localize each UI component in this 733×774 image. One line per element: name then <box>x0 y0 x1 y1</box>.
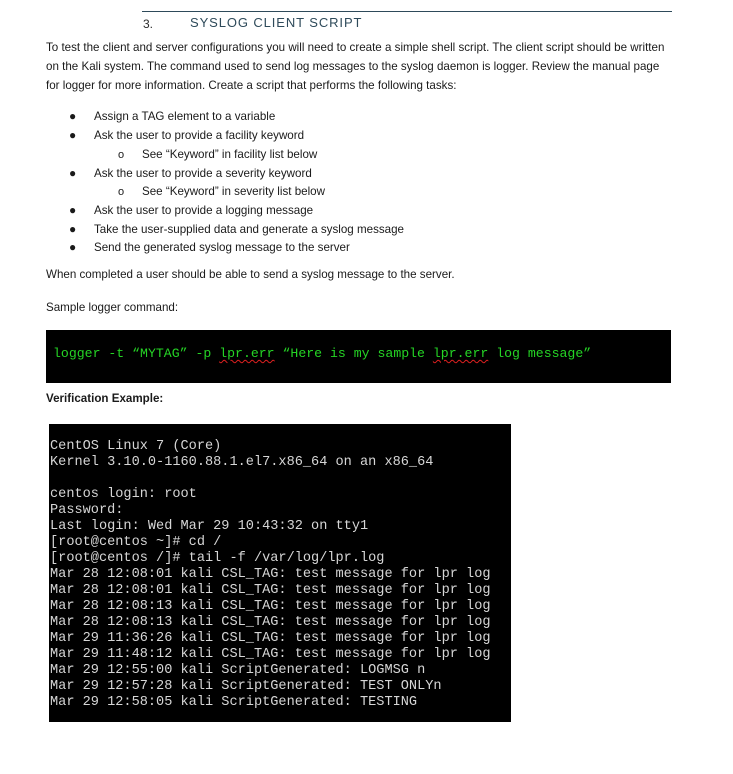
bullet-icon: ● <box>69 109 77 123</box>
task-item: Ask the user to provide a severity keyword <box>94 167 312 180</box>
task-item: Send the generated syslog message to the server <box>94 241 350 254</box>
intro-paragraph: To test the client and server configurations you will need to create a simple shell script. The client script should be written on the Kali system. The command used to send log messages to the syslog daemon is logger. Review the manual page for logger for more information. Create a script that performs the following tasks: <box>46 41 665 92</box>
terminal-line: CentOS Linux 7 (Core) <box>50 439 222 454</box>
terminal-line: Kernel 3.10.0-1160.88.1.el7.x86_64 on an x86_64 <box>50 455 434 470</box>
terminal-line: Mar 29 11:36:26 kali CSL_TAG: test message for lpr log <box>50 631 491 646</box>
terminal-line: Mar 29 11:48:12 kali CSL_TAG: test message for lpr log <box>50 647 491 662</box>
task-sub-item: See “Keyword” in facility list below <box>142 148 318 161</box>
terminal-line: Mar 29 12:57:28 kali ScriptGenerated: TEST ONLYn <box>50 679 442 694</box>
command-part-flagged: lpr.err <box>219 346 275 361</box>
terminal-line: Mar 28 12:08:13 kali CSL_TAG: test message for lpr log <box>50 615 491 630</box>
section-title: SYSLOG CLIENT SCRIPT <box>190 15 363 30</box>
task-sub-item: See “Keyword” in severity list below <box>142 185 325 198</box>
task-item: Ask the user to provide a logging message <box>94 204 314 217</box>
terminal-screenshot <box>49 424 511 722</box>
terminal-line: Mar 29 12:58:05 kali ScriptGenerated: TESTING <box>50 695 418 710</box>
sample-command-box <box>46 330 671 383</box>
bullet-icon: ● <box>69 166 77 180</box>
command-part: log message” <box>488 346 592 361</box>
sample-command <box>53 346 591 361</box>
sub-bullet-icon: o <box>118 149 125 161</box>
terminal-line: Mar 29 12:55:00 kali ScriptGenerated: LOGMSG n <box>50 663 426 678</box>
terminal-line: [root@centos /]# tail -f /var/log/lpr.log <box>50 551 385 566</box>
section-number: 3. <box>143 17 154 31</box>
terminal-line: centos login: root <box>50 487 197 502</box>
terminal-line: Mar 28 12:08:01 kali CSL_TAG: test message for lpr log <box>50 583 491 598</box>
section-top-rule <box>142 11 672 12</box>
task-item: Ask the user to provide a facility keyword <box>94 129 305 142</box>
command-part: logger -t “MYTAG” -p <box>53 346 220 361</box>
command-part: “Here is my sample <box>274 346 433 361</box>
sub-bullet-icon: o <box>118 186 125 198</box>
bullet-icon: ● <box>69 203 77 217</box>
terminal-line: [root@centos ~]# cd / <box>50 535 222 550</box>
completed-paragraph: When completed a user should be able to send a syslog message to the server. <box>46 268 455 281</box>
bullet-icon: ● <box>69 128 77 142</box>
terminal-line: Password: <box>50 503 124 518</box>
terminal-line: Last login: Wed Mar 29 10:43:32 on tty1 <box>50 519 369 534</box>
terminal-line: Mar 28 12:08:01 kali CSL_TAG: test message for lpr log <box>50 567 491 582</box>
command-part-flagged: lpr.err <box>432 346 489 361</box>
sample-label: Sample logger command: <box>46 301 179 314</box>
task-item: Assign a TAG element to a variable <box>94 110 276 123</box>
terminal-line: Mar 28 12:08:13 kali CSL_TAG: test message for lpr log <box>50 599 491 614</box>
bullet-icon: ● <box>69 240 77 254</box>
bullet-icon: ● <box>69 222 77 236</box>
verification-label: Verification Example: <box>46 392 164 405</box>
task-item: Take the user-supplied data and generate a syslog message <box>94 223 405 236</box>
